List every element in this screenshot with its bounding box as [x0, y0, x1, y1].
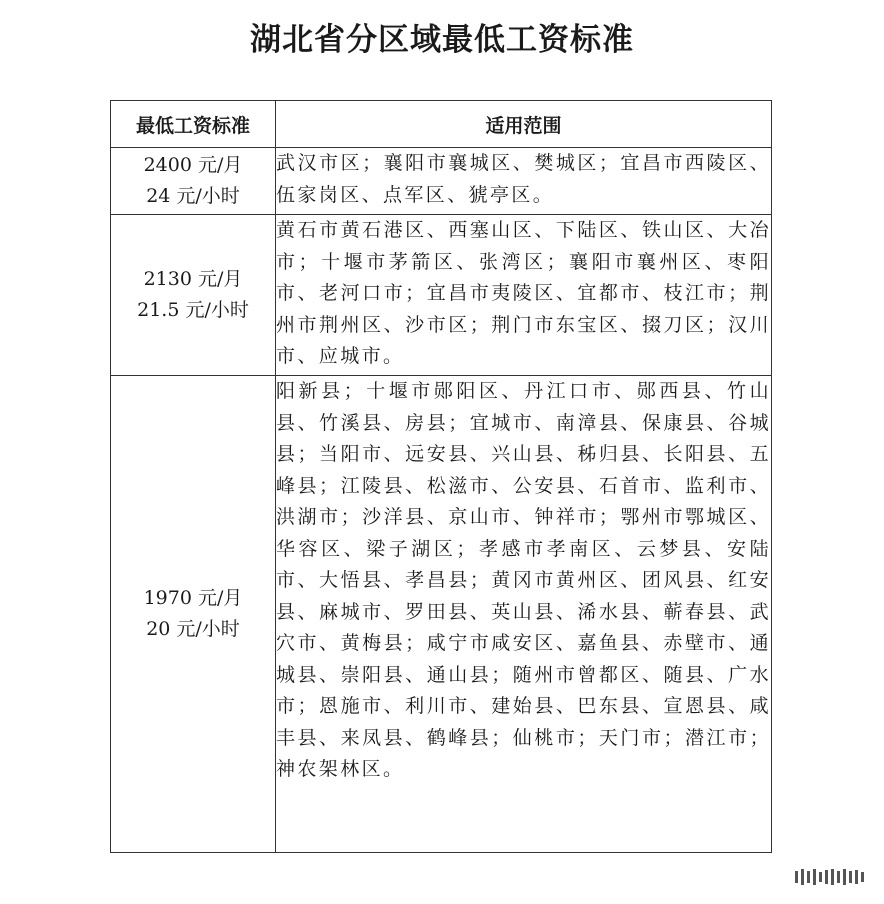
hourly-wage: 21.5 元/小时 — [137, 299, 249, 321]
wage-standard-cell — [111, 376, 276, 853]
scope-cell: 黄石市黄石港区、西塞山区、下陆区、铁山区、大冶市；十堰市茅箭区、张湾区；襄阳市襄州区、枣阳市、老河口市；宜昌市夷陵区、宜都市、枝江市；荆州市荆州区、沙市区；荆门市东宝区、掇刀区；汉川市、应城市。 — [276, 215, 772, 376]
table-header-row — [111, 101, 772, 148]
minimum-wage-table — [110, 100, 772, 853]
monthly-wage: 2400 元/月 — [143, 154, 243, 176]
hourly-wage: 20 元/小时 — [146, 618, 240, 640]
page-title: 湖北省分区域最低工资标准 — [250, 22, 634, 58]
wage-standard-cell — [111, 148, 276, 215]
header-wage-standard: 最低工资标准 — [111, 101, 276, 148]
wage-standard-cell — [111, 215, 276, 376]
monthly-wage: 1970 元/月 — [143, 587, 243, 609]
table-row — [111, 376, 772, 853]
watermark-logo — [795, 868, 864, 886]
scope-cell: 阳新县；十堰市郧阳区、丹江口市、郧西县、竹山县、竹溪县、房县；宜城市、南漳县、保康县、谷城县；当阳市、远安县、兴山县、秭归县、长阳县、五峰县；江陵县、松滋市、公安县、石首市、监利市、洪湖市；沙洋县、京山市、钟祥市；鄂州市鄂城区、华容区、梁子湖区；孝感市孝南区、云梦县、安陆市、大悟县、孝昌县；黄冈市黄州区、团风县、红安县、麻城市、罗田县、英山县、浠水县、蕲春县、武穴市、黄梅县；咸宁市咸安区、嘉鱼县、赤壁市、通城县、崇阳县、通山县；随州市曾都区、随县、广水市；恩施市、利川市、建始县、巴东县、宣恩县、咸丰县、来凤县、鹤峰县；仙桃市；天门市；潜江市；神农架林区。 — [276, 376, 772, 853]
table-row — [111, 148, 772, 215]
table-row — [111, 215, 772, 376]
scope-cell: 武汉市区；襄阳市襄城区、樊城区；宜昌市西陵区、伍家岗区、点军区、猇亭区。 — [276, 148, 772, 215]
header-scope: 适用范围 — [276, 101, 772, 148]
monthly-wage: 2130 元/月 — [143, 268, 243, 290]
hourly-wage: 24 元/小时 — [146, 185, 240, 207]
